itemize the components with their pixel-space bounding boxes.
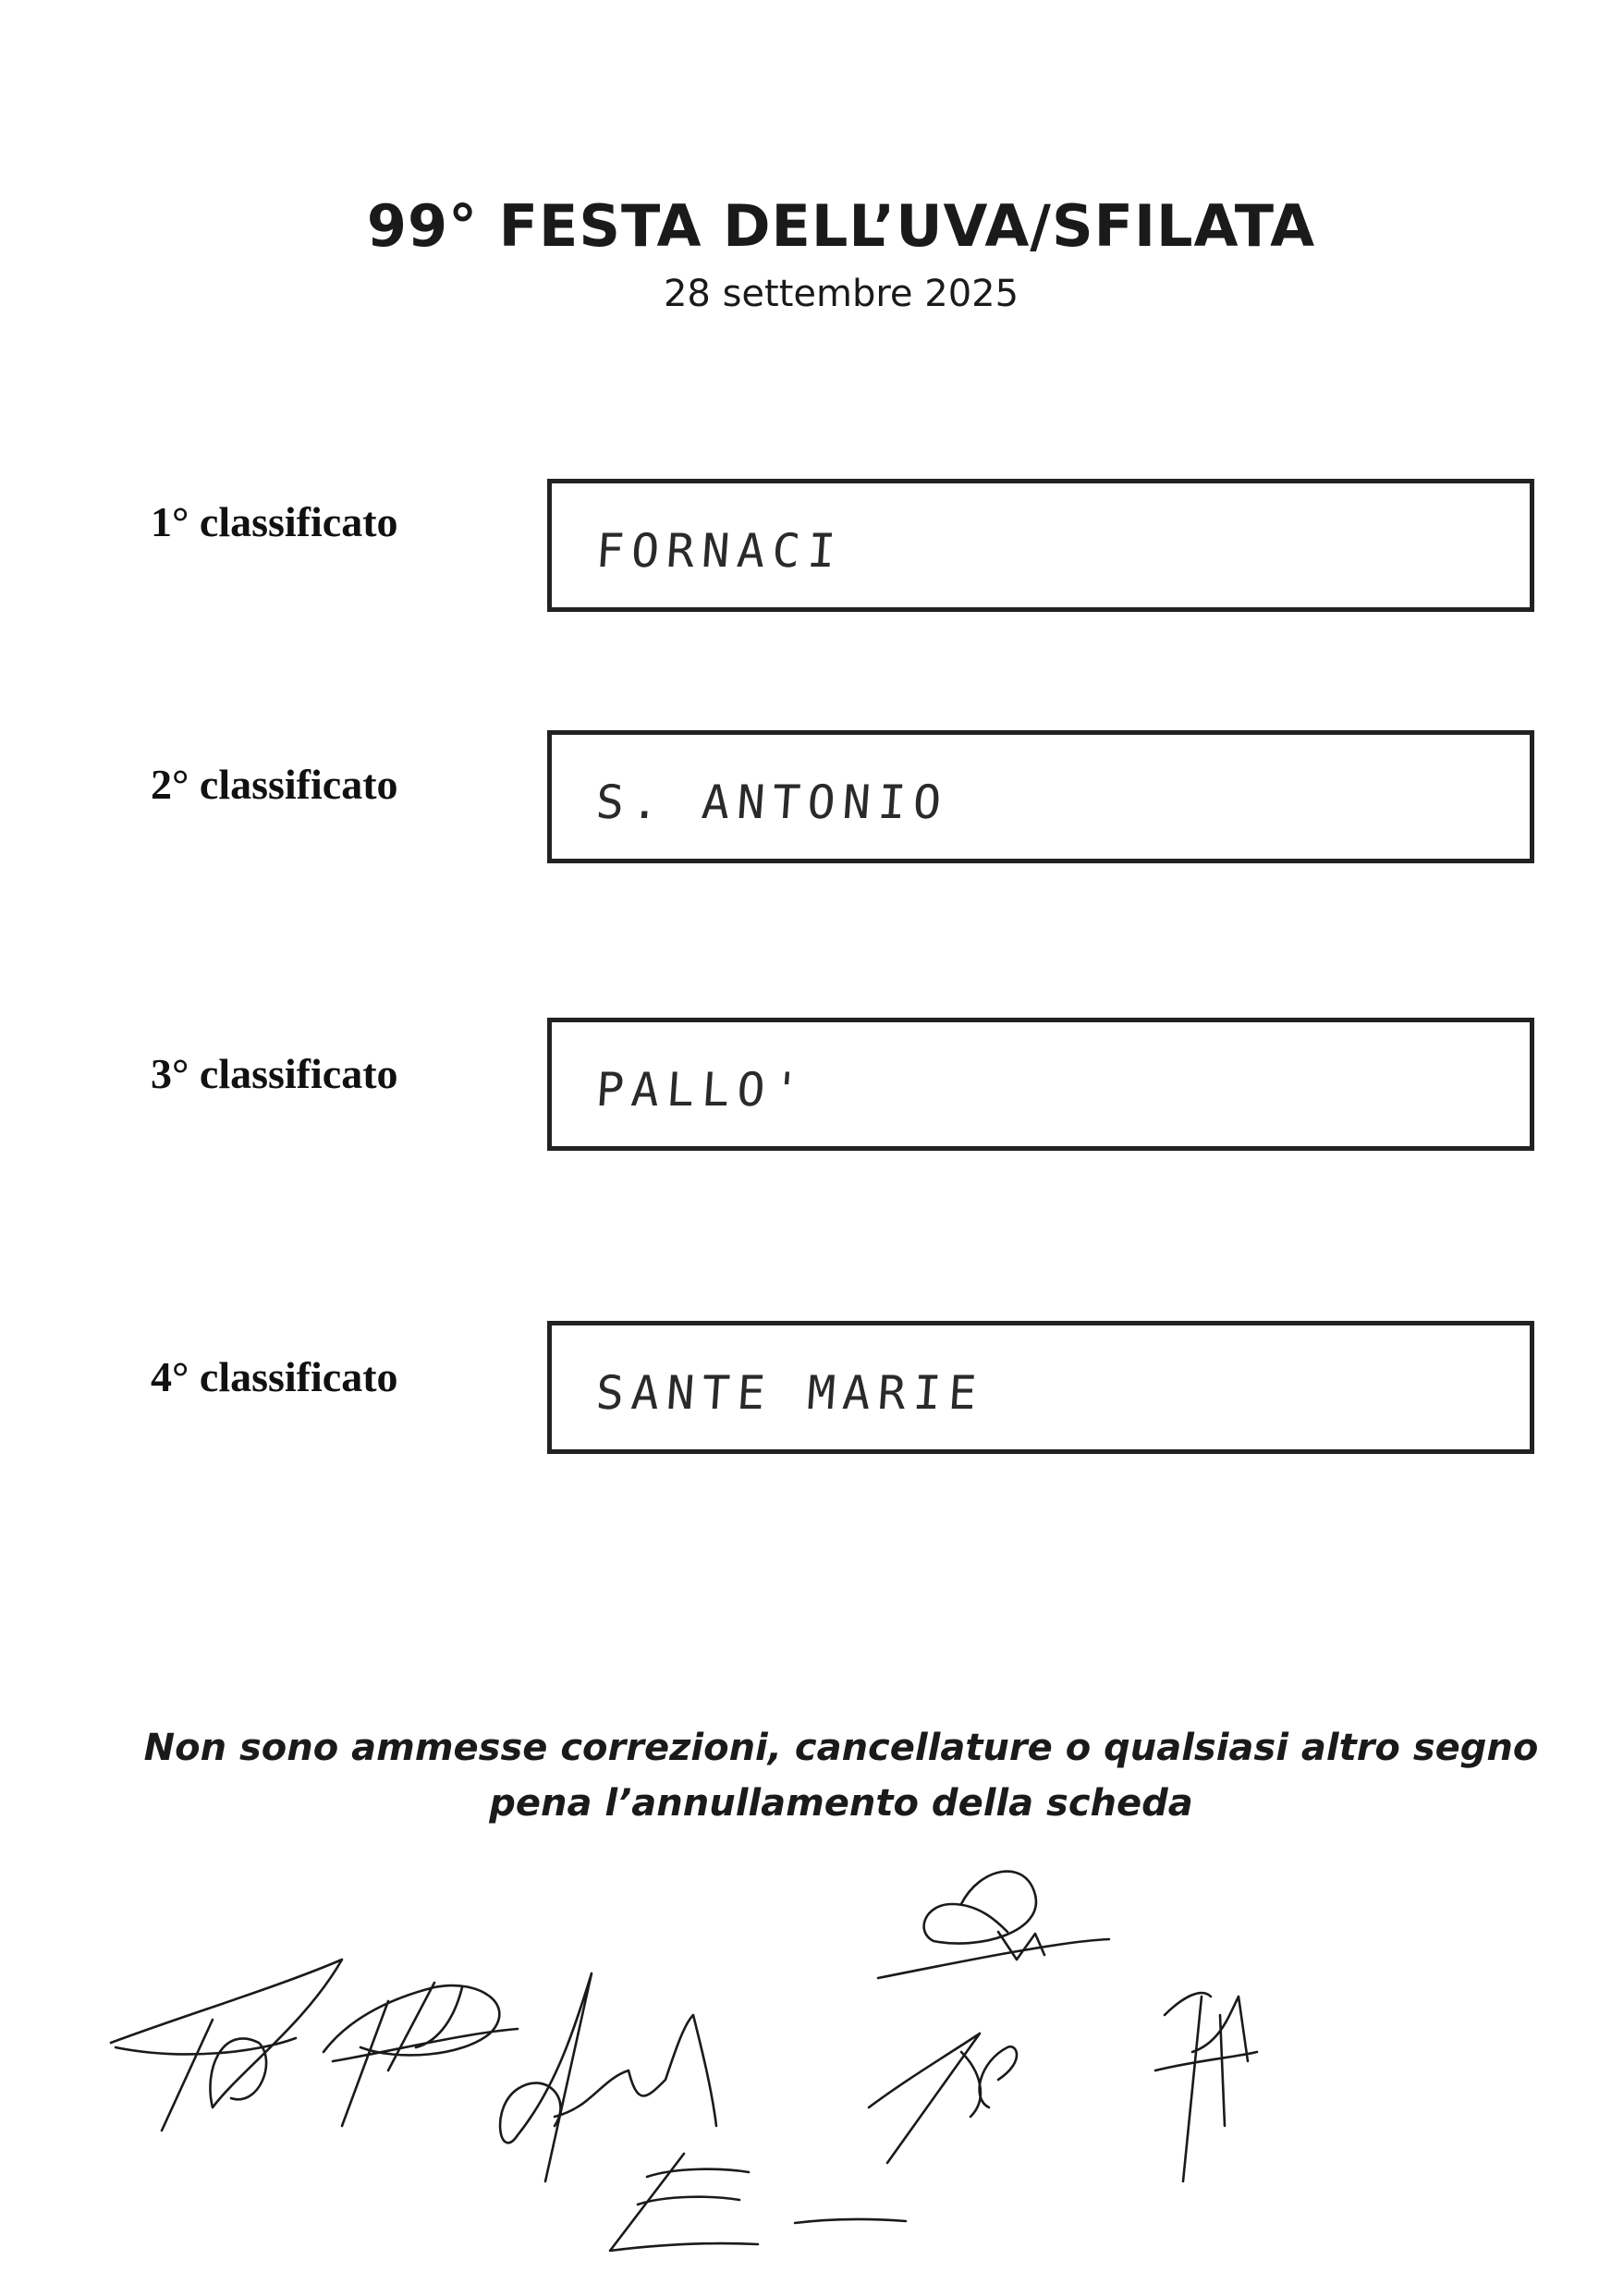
event-date: 28 settembre 2025 <box>663 273 1019 315</box>
signature-1 <box>111 1960 342 2131</box>
rank-value-1: FORNACI <box>593 524 845 578</box>
rank-box-2 <box>547 730 1534 863</box>
signature-6 <box>1155 1993 1257 2181</box>
rank-value-2: S. ANTONIO <box>593 776 951 829</box>
signature-7 <box>610 2154 906 2251</box>
rank-box-4 <box>547 1321 1534 1454</box>
notice-line-1: Non sono ammesse correzioni, cancellature o qualsiasi altro segno <box>143 1727 1539 1769</box>
rank-label-4: 4° classificato <box>151 1353 398 1400</box>
notice-line-2: pena l’annullamento della scheda <box>489 1782 1193 1825</box>
page-title: 99° FESTA DELL’UVA/SFILATA <box>366 192 1316 260</box>
rank-label-3: 3° classificato <box>151 1050 398 1097</box>
signature-5 <box>869 2033 1017 2163</box>
signature-2 <box>323 1983 518 2126</box>
rank-value-4: SANTE MARIE <box>593 1366 986 1420</box>
rank-box-3 <box>547 1018 1534 1151</box>
signatures-area <box>0 1830 1599 2296</box>
rank-value-3: PALLO' <box>593 1063 810 1117</box>
signature-3 <box>500 1973 716 2181</box>
rank-label-2: 2° classificato <box>151 761 398 808</box>
rank-label-1: 1° classificato <box>151 498 398 545</box>
signature-4 <box>878 1872 1109 1978</box>
rank-box-1 <box>547 479 1534 612</box>
